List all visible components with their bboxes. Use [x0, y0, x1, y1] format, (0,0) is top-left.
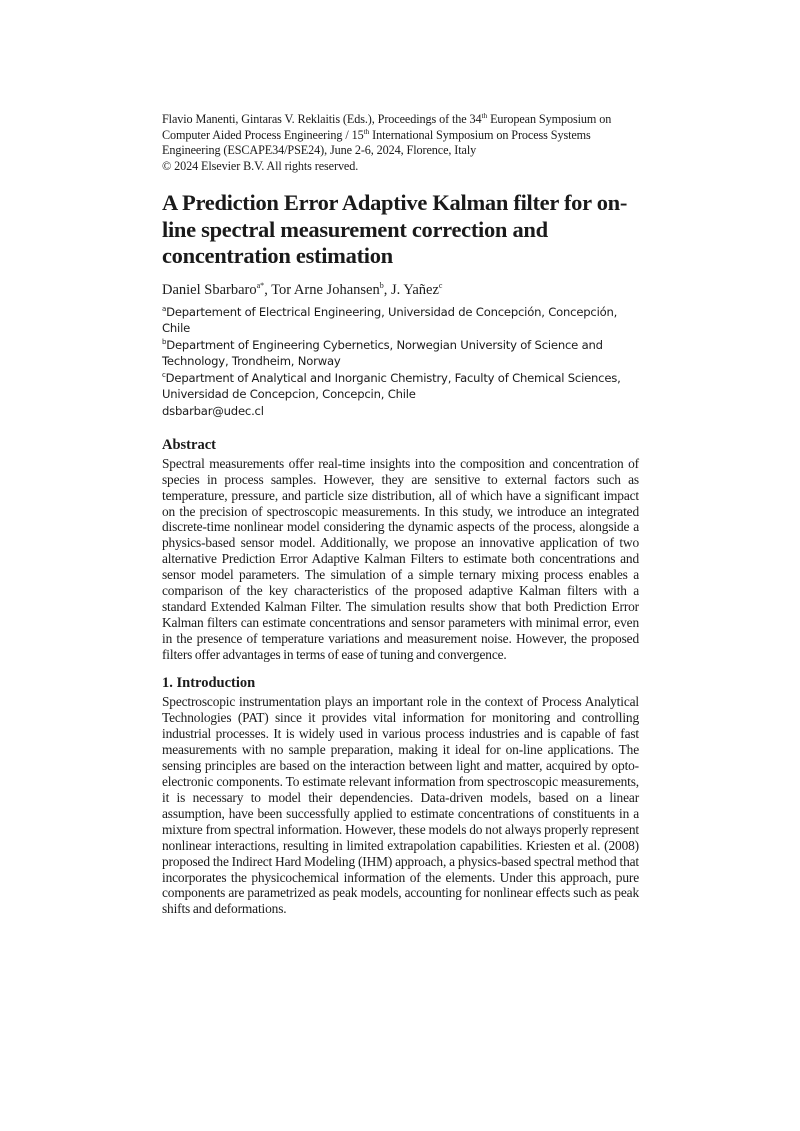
- author-separator: ,: [264, 281, 272, 298]
- paper-title: A Prediction Error Adaptive Kalman filter for on-line spectral measurement correction and concentration estimation: [162, 190, 628, 268]
- introduction-heading: 1. Introduction: [162, 675, 256, 692]
- author-affil-sup: a*: [256, 280, 265, 290]
- affiliation-a: [162, 304, 639, 337]
- affiliation-c: [162, 370, 639, 403]
- author-affil-sup: c: [438, 280, 443, 290]
- ordinal-sup-2: th: [363, 126, 370, 136]
- ordinal-sup-1: th: [481, 110, 488, 120]
- author-affil-sup: b: [379, 280, 384, 290]
- author-name: Daniel Sbarbaro: [162, 281, 257, 298]
- affiliation-sup: a: [162, 304, 167, 313]
- author-name: J. Yañez: [390, 281, 439, 298]
- affiliation-text: Department of Engineering Cybernetics, Norwegian University of Science and Technology, Trondheim, Norway: [162, 337, 603, 369]
- introduction-text: Spectroscopic instrumentation plays an important role in the context of Process Analytical Technologies (PAT) since it provides vital information for monitoring and controlling industrial processes. It is widely used in various process industries and is capable of fast measurements with no sample preparation, making it ideal for on-line applications. The sensing principles are based on the interaction between light and matter, acquired by opto-electronic components. To estimate relevant information from spectroscopic measurements, it is necessary to model their dependencies. Data-driven models, based on a linear assumption, have been successfully applied to estimate concentrations of constituents in a mixture from spectral information. However, these models do not always properly represent nonlinear interactions, resulting in limited extrapolation capabilities. Kriesten et al. (2008) proposed the Indirect Hard Modeling (IHM) approach, a physics-based spectral method that incorporates the physicochemical information of the elements. Under this approach, pure components are parametrized as peak models, accounting for nonlinear effects such as peak shifts and deformations.: [162, 694, 639, 917]
- abstract-text: Spectral measurements offer real-time insights into the composition and concentration of species in process samples. However, they are sensitive to external factors such as temperature, pressure, and particle size distribution, all of which have a significant impact on the precision of spectroscopic measurements. In this study, we introduce an integrated discrete-time nonlinear model considering the dynamic aspects of the process, alongside a physics-based sensor model. Additionally, we propose an innovative application of two alternative Prediction Error Adaptive Kalman Filters to estimate both concentrations and sensor model parameters. The simulation of a simple ternary mixing process enables a comparison of the key characteristics of the proposed adaptive Kalman filters with a standard Extended Kalman Filter. The simulation results show that both Prediction Error Kalman filters can estimate concentrations and sensor parameters with minimal error, even in the presence of temperature variations and measurement noise. However, the proposed filters offer advantages in terms of ease of tuning and convergence.: [162, 455, 639, 663]
- paper-page: [162, 112, 639, 917]
- author-separator: ,: [383, 281, 391, 298]
- author-list: [162, 281, 639, 299]
- copyright-line: © 2024 Elsevier B.V. All rights reserved.: [162, 158, 359, 173]
- affiliation-text: Department of Analytical and Inorganic Chemistry, Faculty of Chemical Sciences, Universidad de Concepcion, Concepcin, Chile: [162, 370, 621, 402]
- proceedings-header: [162, 112, 639, 174]
- affiliation-b: [162, 337, 639, 370]
- author-name: Tor Arne Johansen: [271, 281, 380, 298]
- affiliation-sup: c: [162, 371, 166, 380]
- header-text-3: International Symposium on Process Systems Engineering (ESCAPE34/PSE24), June 2-6, 2024, Florence, Italy: [162, 127, 591, 157]
- header-text-2: European Symposium on Computer Aided Process Engineering / 15: [162, 112, 612, 142]
- header-text-1: Flavio Manenti, Gintaras V. Reklaitis (Eds.), Proceedings of the 34: [162, 112, 482, 126]
- contact-email: dsbarbar@udec.cl: [162, 404, 264, 419]
- affiliation-sup: b: [162, 337, 167, 346]
- affiliation-list: [162, 304, 639, 420]
- abstract-heading: Abstract: [162, 436, 216, 453]
- affiliation-text: Departement of Electrical Engineering, Universidad de Concepción, Concepción, Chile: [162, 304, 618, 336]
